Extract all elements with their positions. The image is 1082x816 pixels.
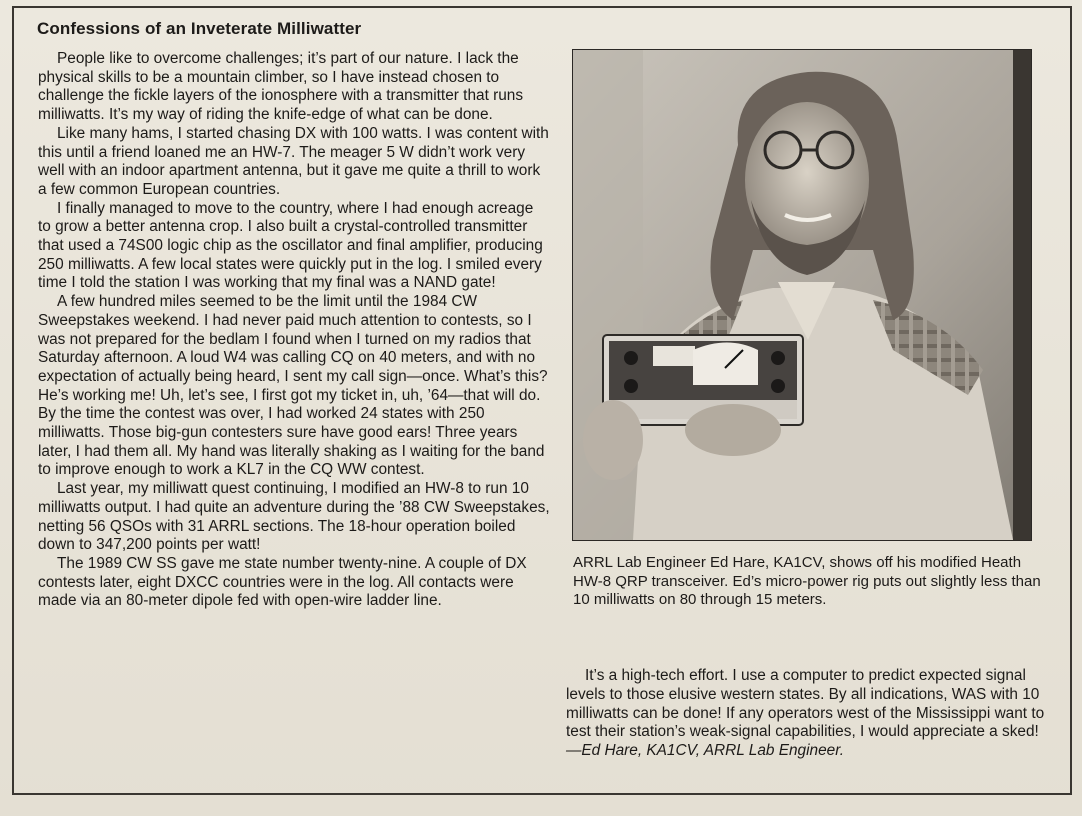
closing-paragraph <box>566 667 1046 761</box>
author-signature: —Ed Hare, KA1CV, ARRL Lab Engineer. <box>566 742 845 760</box>
paragraph: Like many hams, I started chasing DX with 100 watts. I was content with this until a friend loaned me an HW-7. The meager 5 W didn’t work very well with an indoor apartment antenna, but it gave me quite a thrill to work a few common European countries. <box>38 124 549 198</box>
article-body <box>38 50 550 611</box>
paragraph: People like to overcome challenges; it’s part of our nature. I lack the physical skills to be a mountain climber, so I have instead chosen to challenge the fickle layers of the ionosphere with a transmitter that runs milliwatts. It’s my way of riding the knife-edge of what can be done. <box>38 50 524 124</box>
article-title: Confessions of an Inveterate Milliwatter <box>37 19 362 38</box>
photo-ed-hare <box>572 49 1032 541</box>
closing-column <box>566 667 1046 761</box>
paragraph: I finally managed to move to the country, where I had enough acreage to grow a better antenna crop. I also built a crystal-controlled transmitter that used a 74S00 logic chip as the oscillator and final amplifier, producing 250 milliwatts. A few local states were quickly put in the log. I smiled every time I told the station I was working that my final was a NAND gate! <box>38 199 543 292</box>
paragraph: The 1989 CW SS gave me state number twenty-nine. A couple of DX contests later, eight DXCC countries were in the log. All contacts were made via an 80-meter dipole fed with open-wire ladder line. <box>38 554 527 610</box>
closing-text: It’s a high-tech effort. I use a computer to predict expected signal levels to those elusive western states. By all indications, WAS with 10 milliwatts can be done! If any operators west of the Mississippi want to test their station’s weak-signal capabilities, I would appreciate a sked! <box>566 667 1045 741</box>
paragraph: A few hundred miles seemed to be the limit until the 1984 CW Sweepstakes weekend. I had never paid much attention to contests, so I was not prepared for the bedlam I found when I turned on my radios that Saturday afternoon. A loud W4 was calling CQ on 40 meters, and with no expectation of actually being heard, I sent my call sign—once. What’s this? He’s working me! Uh, let’s see, I first got my ticket in, uh, ’64—that will do. By the time the contest was over, I had worked 24 states with 250 milliwatts. Those big-gun contesters sure have good ears! Three years later, I had them all. My hand was literally shaking as I waiting for the band to improve enough to work a KL7 in the CQ WW contest. <box>38 293 548 479</box>
paragraph: Last year, my milliwatt quest continuing, I modified an HW-8 to run 10 milliwatts output. I had quite an adventure during the ’88 CW Sweepstakes, netting 56 QSOs with 31 ARRL sections. The 18-hour operation boiled down to 347,200 points per watt! <box>38 480 550 554</box>
photo-illustration <box>573 50 1031 540</box>
photo-caption: ARRL Lab Engineer Ed Hare, KA1CV, shows off his modified Heath HW-8 QRP transceiver. Ed’s micro-power rig puts out slightly less than 10 milliwatts on 80 through 15 meters. <box>573 554 1041 608</box>
